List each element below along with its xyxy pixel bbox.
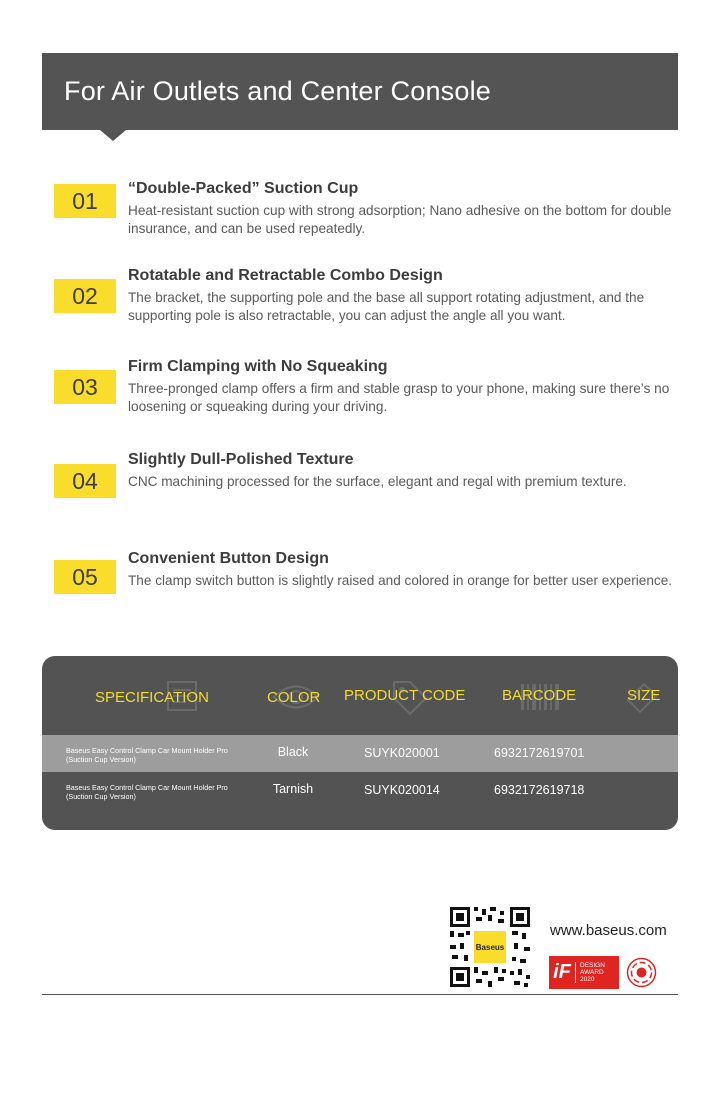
table-row: [42, 735, 678, 772]
qr-code: [448, 905, 532, 989]
feature-item: [0, 550, 720, 620]
header-product-code: PRODUCT CODE: [344, 687, 466, 704]
if-design-award-logo: [549, 956, 619, 989]
feature-number-badge: 01: [54, 184, 116, 218]
feature-description: The bracket, the supporting pole and the base all support rotating adjustment, and the supporting pole is also retractable, you can adjust the angle all you want.: [128, 290, 645, 323]
feature-title: Rotatable and Retractable Combo Design: [128, 267, 443, 284]
award-caption-line: AWARD: [580, 969, 604, 976]
header-specification: SPECIFICATION: [95, 689, 209, 706]
cell-color: Black: [277, 745, 309, 759]
cell-barcode: 6932172619701: [494, 746, 585, 760]
feature-title: Convenient Button Design: [128, 550, 329, 567]
feature-title: Firm Clamping with No Squeaking: [128, 358, 388, 375]
cell-color: Tarnish: [272, 782, 314, 796]
award-caption-line: DESIGN: [580, 962, 605, 969]
feature-item: [0, 267, 720, 337]
feature-title: “Double-Packed” Suction Cup: [128, 180, 359, 197]
specification-table: [42, 656, 678, 830]
feature-item: [0, 451, 720, 521]
qr-brand-label: Baseus: [475, 943, 505, 952]
footer-divider: [42, 994, 678, 995]
header-barcode: BARCODE: [502, 687, 577, 704]
header-size: SIZE: [627, 687, 661, 704]
award-caption: [575, 962, 605, 983]
header-color: COLOR: [267, 689, 321, 706]
feature-number-badge: 04: [54, 464, 116, 498]
cell-specification: Baseus Easy Control Clamp Car Mount Holder Pro (Suction Cup Version): [66, 746, 228, 764]
feature-title: Slightly Dull-Polished Texture: [128, 451, 354, 468]
cell-barcode: 6932172619718: [494, 783, 585, 797]
if-mark: iF: [553, 961, 571, 983]
specification-table-header: [42, 656, 678, 735]
feature-description: Heat-resistant suction cup with strong adsorption; Nano adhesive on the bottom for double insurance, and can be used repeatedly.: [128, 203, 672, 236]
feature-number-badge: 03: [54, 370, 116, 404]
red-dot-award-icon: [624, 956, 659, 989]
cell-product-code: SUYK020014: [364, 783, 440, 797]
award-caption-line: 2020: [580, 976, 595, 983]
table-row: [42, 772, 678, 809]
cell-specification: Baseus Easy Control Clamp Car Mount Holder Pro (Suction Cup Version): [66, 783, 228, 801]
section-banner: [42, 53, 678, 130]
banner-title: For Air Outlets and Center Console: [64, 76, 492, 106]
website-url[interactable]: www.baseus.com: [550, 922, 667, 939]
feature-item: [0, 358, 720, 428]
feature-description: CNC machining processed for the surface, elegant and regal with premium texture.: [128, 474, 627, 489]
feature-description: Three-pronged clamp offers a firm and stable grasp to your phone, making sure there’s no loosening or squeaking during your driving.: [128, 381, 670, 414]
feature-number-badge: 05: [54, 560, 116, 594]
banner-pointer: [100, 130, 126, 141]
feature-description: The clamp switch button is slightly raised and colored in orange for better user experience.: [128, 573, 673, 588]
feature-item: [0, 180, 720, 250]
cell-product-code: SUYK020001: [364, 746, 440, 760]
feature-number-badge: 02: [54, 279, 116, 313]
